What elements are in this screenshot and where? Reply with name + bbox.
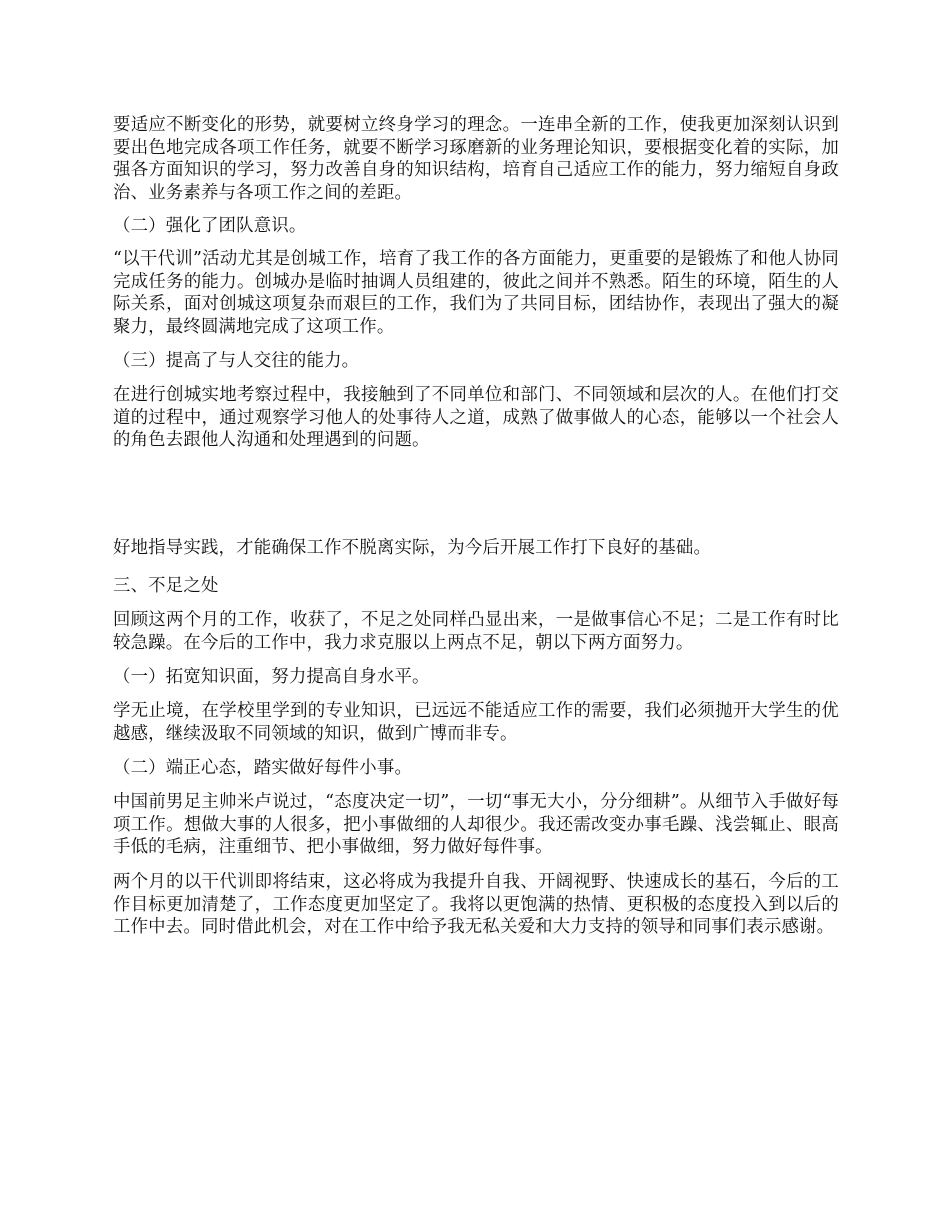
paragraph-practice-guidance: 好地指导实践，才能确保工作不脱离实际，为今后开展工作打下良好的基础。	[113, 538, 712, 558]
paragraph-team-work: “以干代训”活动尤其是创城工作，培育了我工作的各方面能力，更重要的是锻炼了和他人协同完成任务的能力。创城办是临时抽调人员组建的，彼此之间并不熟悉。陌生的环境，陌生的人际关系，面对创城这项复杂而艰巨的工作，我们为了共同目标，团结协作，表现出了强大的凝聚力，最终圆满地完成了这项工作。	[113, 249, 839, 337]
heading-broaden-knowledge: （一）拓宽知识面，努力提高自身水平。	[113, 667, 430, 687]
heading-shortcomings: 三、不足之处	[113, 576, 219, 596]
paragraph-communication: 在进行创城实地考察过程中，我接触到了不同单位和部门、不同领域和层次的人。在他们打交道的过程中，通过观察学习他人的处事待人之道，成熟了做事做人的心态，能够以一个社会人的角色去跟他人沟通和处理遇到的问题。	[113, 385, 839, 451]
paragraph-learning-mindset: 要适应不断变化的形势，就要树立终身学习的理念。一连串全新的工作，使我更加深刻认识到要出色地完成各项工作任务，就要不断学习琢磨新的业务理论知识，要根据变化着的实际，加强各方面知识的学习，努力改善自身的知识结构，培育自己适应工作的能力，努力缩短自身政治、业务素养与各项工作之间的差距。	[113, 115, 839, 203]
paragraph-attitude-details: 中国前男足主帅米卢说过，“态度决定一切”，一切“事无大小，分分细耕”。从细节入手做好每项工作。想做大事的人很多，把小事做细的人却很少。我还需改变办事毛躁、浅尝辄止、眼高手低的毛病，注重细节、把小事做细，努力做好每件事。	[113, 792, 839, 858]
heading-correct-attitude: （二）端正心态，踏实做好每件小事。	[113, 758, 413, 778]
paragraph-endless-learning: 学无止境，在学校里学到的专业知识，已远远不能适应工作的需要，我们必须抛开大学生的优越感，继续汲取不同领域的知识，做到广博而非专。	[113, 701, 839, 744]
heading-team-awareness: （二）强化了团队意识。	[113, 216, 307, 236]
paragraph-review: 回顾这两个月的工作，收获了，不足之处同样凸显出来，一是做事信心不足；二是工作有时比较急躁。在今后的工作中，我力求克服以上两点不足，朝以下两方面努力。	[113, 610, 839, 653]
paragraph-conclusion: 两个月的以干代训即将结束，这必将成为我提升自我、开阔视野、快速成长的基石，今后的工作目标更加清楚了，工作态度更加坚定了。我将以更饱满的热情、更积极的态度投入到以后的工作中去。同时借此机会，对在工作中给予我无私关爱和大力支持的领导和同事们表示感谢。	[113, 872, 839, 938]
heading-communication-ability: （三）提高了与人交往的能力。	[113, 351, 360, 371]
